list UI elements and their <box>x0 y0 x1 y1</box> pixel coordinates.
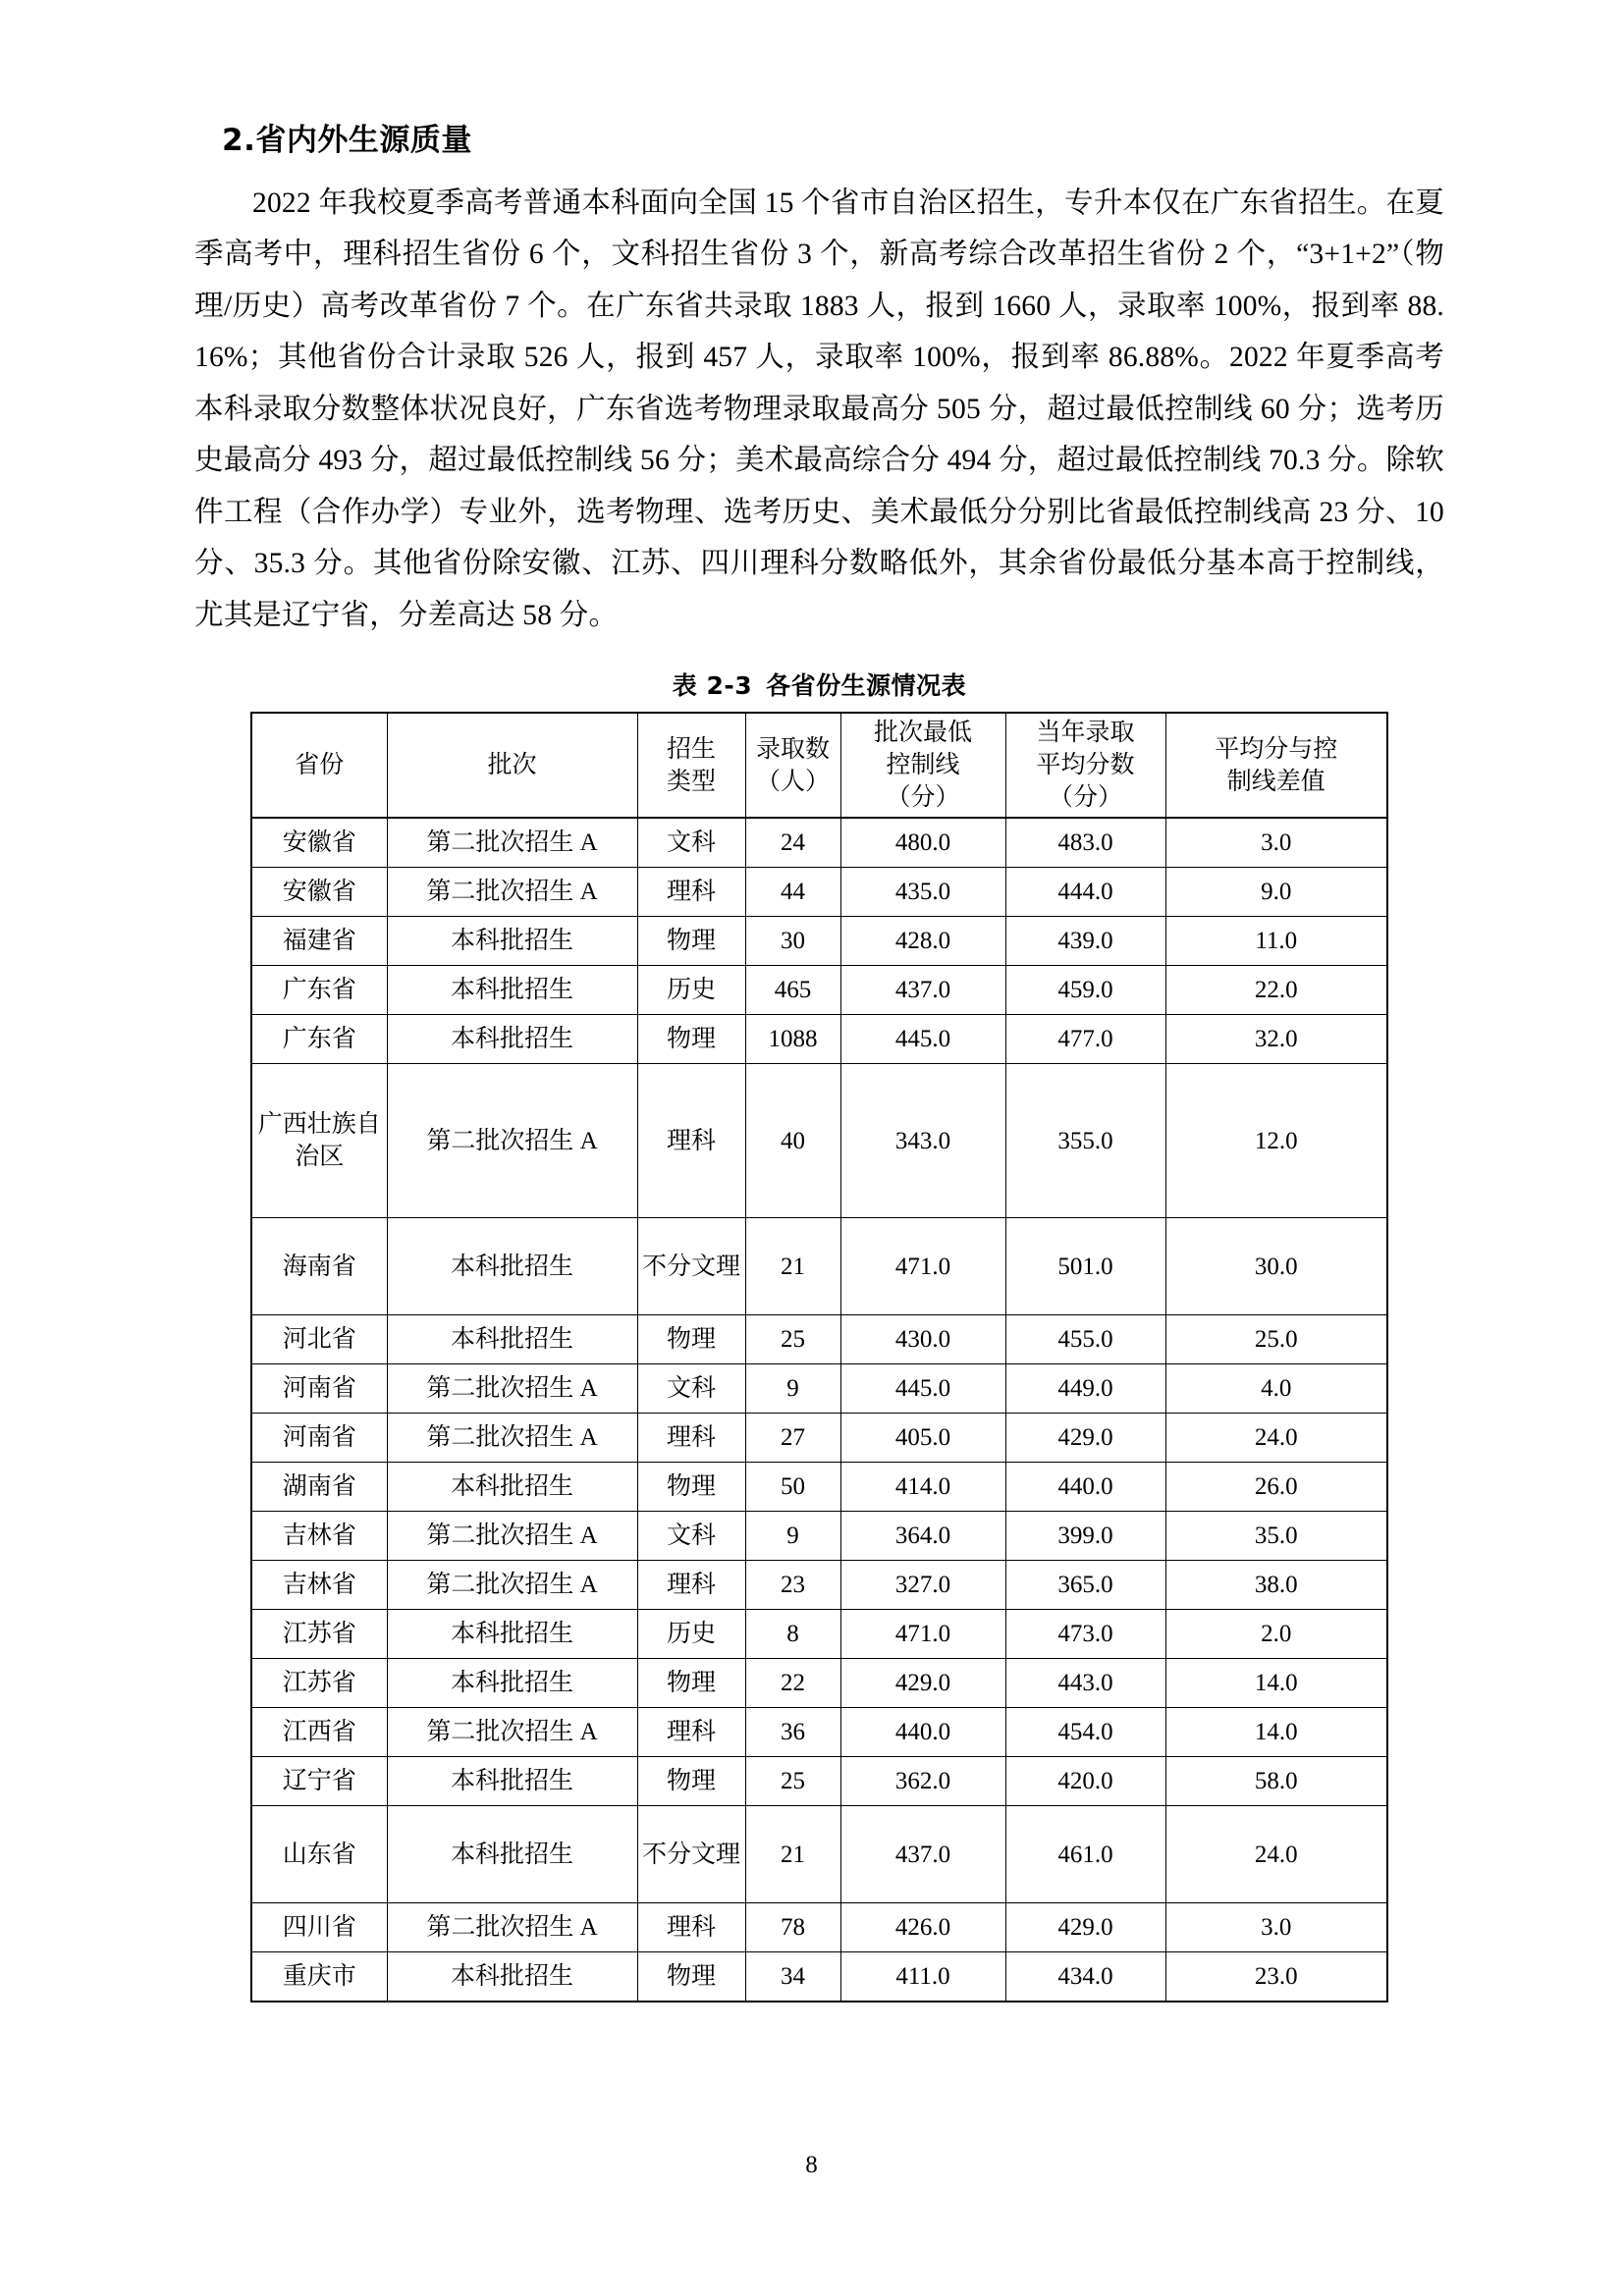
table-body <box>251 818 1387 2002</box>
cell-type: 不分文理 <box>637 1806 745 1903</box>
cell-diff: 23.0 <box>1165 1952 1387 2002</box>
cell-diff: 32.0 <box>1165 1015 1387 1064</box>
cell-min-line: 445.0 <box>840 1015 1005 1064</box>
cell-avg-score: 365.0 <box>1005 1561 1165 1610</box>
cell-count: 24 <box>745 818 840 868</box>
cell-diff: 4.0 <box>1165 1364 1387 1414</box>
cell-count: 27 <box>745 1414 840 1463</box>
table-caption <box>194 667 1444 702</box>
cell-batch: 本科批招生 <box>387 1952 637 2002</box>
column-header-count <box>745 713 840 818</box>
cell-batch: 本科批招生 <box>387 1463 637 1512</box>
table-row <box>251 1659 1387 1708</box>
cell-count: 44 <box>745 868 840 917</box>
column-header-type <box>637 713 745 818</box>
cell-count: 25 <box>745 1315 840 1364</box>
cell-province: 河南省 <box>251 1414 387 1463</box>
page-content <box>194 118 1444 2002</box>
cell-min-line: 426.0 <box>840 1903 1005 1952</box>
cell-diff: 3.0 <box>1165 818 1387 868</box>
table-row <box>251 1561 1387 1610</box>
cell-batch: 本科批招生 <box>387 1015 637 1064</box>
cell-province: 河南省 <box>251 1364 387 1414</box>
table-row <box>251 1414 1387 1463</box>
cell-diff: 22.0 <box>1165 966 1387 1015</box>
cell-count: 30 <box>745 917 840 966</box>
cell-batch: 第二批次招生 A <box>387 1561 637 1610</box>
cell-batch: 本科批招生 <box>387 1659 637 1708</box>
cell-avg-score: 355.0 <box>1005 1064 1165 1218</box>
cell-type: 理科 <box>637 1903 745 1952</box>
column-header-batch <box>387 713 637 818</box>
cell-min-line: 445.0 <box>840 1364 1005 1414</box>
table-row <box>251 1708 1387 1757</box>
cell-min-line: 428.0 <box>840 917 1005 966</box>
cell-diff: 9.0 <box>1165 868 1387 917</box>
cell-count: 9 <box>745 1364 840 1414</box>
cell-min-line: 435.0 <box>840 868 1005 917</box>
cell-min-line: 480.0 <box>840 818 1005 868</box>
table-header-row <box>251 713 1387 818</box>
table-row <box>251 818 1387 868</box>
cell-type: 理科 <box>637 1414 745 1463</box>
cell-diff: 14.0 <box>1165 1708 1387 1757</box>
cell-diff: 24.0 <box>1165 1806 1387 1903</box>
section-heading: 2.省内外生源质量 <box>222 123 472 158</box>
table-caption-number: 表 2-3 <box>672 671 753 700</box>
cell-avg-score: 449.0 <box>1005 1364 1165 1414</box>
cell-count: 465 <box>745 966 840 1015</box>
cell-avg-score: 454.0 <box>1005 1708 1165 1757</box>
cell-count: 22 <box>745 1659 840 1708</box>
cell-province: 江苏省 <box>251 1610 387 1659</box>
cell-min-line: 440.0 <box>840 1708 1005 1757</box>
column-header-province-label: 省份 <box>295 752 345 778</box>
table-row <box>251 1015 1387 1064</box>
cell-min-line: 429.0 <box>840 1659 1005 1708</box>
cell-type: 物理 <box>637 1659 745 1708</box>
cell-count: 40 <box>745 1064 840 1218</box>
cell-diff: 58.0 <box>1165 1757 1387 1806</box>
cell-min-line: 364.0 <box>840 1512 1005 1561</box>
cell-type: 物理 <box>637 917 745 966</box>
table-row <box>251 1064 1387 1218</box>
cell-avg-score: 434.0 <box>1005 1952 1165 2002</box>
column-header-min-line-line3: （分） <box>886 784 960 811</box>
cell-min-line: 327.0 <box>840 1561 1005 1610</box>
cell-type: 理科 <box>637 1561 745 1610</box>
cell-avg-score: 429.0 <box>1005 1414 1165 1463</box>
cell-avg-score: 429.0 <box>1005 1903 1165 1952</box>
cell-avg-score: 444.0 <box>1005 868 1165 917</box>
cell-count: 34 <box>745 1952 840 2002</box>
column-header-avg-score-line2: 平均分数 <box>1036 752 1135 778</box>
cell-min-line: 414.0 <box>840 1463 1005 1512</box>
cell-avg-score: 440.0 <box>1005 1463 1165 1512</box>
cell-province: 山东省 <box>251 1806 387 1903</box>
cell-diff: 2.0 <box>1165 1610 1387 1659</box>
cell-province: 福建省 <box>251 917 387 966</box>
cell-avg-score: 459.0 <box>1005 966 1165 1015</box>
cell-type: 历史 <box>637 1610 745 1659</box>
column-header-province <box>251 713 387 818</box>
column-header-avg-score <box>1005 713 1165 818</box>
column-header-type-line2: 类型 <box>666 768 716 795</box>
column-header-min-line-line2: 控制线 <box>886 752 960 778</box>
cell-province: 重庆市 <box>251 1952 387 2002</box>
cell-type: 物理 <box>637 1463 745 1512</box>
cell-min-line: 471.0 <box>840 1218 1005 1315</box>
cell-type: 理科 <box>637 1708 745 1757</box>
cell-province: 湖南省 <box>251 1463 387 1512</box>
column-header-diff-line1: 平均分与控 <box>1215 735 1338 763</box>
cell-avg-score: 501.0 <box>1005 1218 1165 1315</box>
cell-batch: 本科批招生 <box>387 1757 637 1806</box>
cell-count: 25 <box>745 1757 840 1806</box>
cell-count: 9 <box>745 1512 840 1561</box>
cell-province: 广东省 <box>251 966 387 1015</box>
cell-batch: 本科批招生 <box>387 1315 637 1364</box>
cell-diff: 38.0 <box>1165 1561 1387 1610</box>
table-row <box>251 1315 1387 1364</box>
cell-batch: 第二批次招生 A <box>387 1364 637 1414</box>
table-row <box>251 1806 1387 1903</box>
cell-type: 历史 <box>637 966 745 1015</box>
cell-type: 理科 <box>637 868 745 917</box>
cell-batch: 第二批次招生 A <box>387 818 637 868</box>
cell-batch: 本科批招生 <box>387 966 637 1015</box>
cell-count: 21 <box>745 1218 840 1315</box>
cell-count: 8 <box>745 1610 840 1659</box>
cell-diff: 35.0 <box>1165 1512 1387 1561</box>
cell-province: 广西壮族自治区 <box>251 1064 387 1218</box>
cell-province: 安徽省 <box>251 868 387 917</box>
page-number: 8 <box>805 2152 818 2178</box>
table-row <box>251 1463 1387 1512</box>
cell-province: 四川省 <box>251 1903 387 1952</box>
cell-min-line: 437.0 <box>840 966 1005 1015</box>
cell-avg-score: 477.0 <box>1005 1015 1165 1064</box>
table-row <box>251 1218 1387 1315</box>
cell-diff: 3.0 <box>1165 1903 1387 1952</box>
cell-diff: 25.0 <box>1165 1315 1387 1364</box>
table-row <box>251 868 1387 917</box>
cell-type: 不分文理 <box>637 1218 745 1315</box>
table-row <box>251 966 1387 1015</box>
cell-type: 物理 <box>637 1315 745 1364</box>
column-header-count-line2: （人） <box>755 768 830 795</box>
cell-type: 物理 <box>637 1952 745 2002</box>
cell-count: 1088 <box>745 1015 840 1064</box>
cell-avg-score: 455.0 <box>1005 1315 1165 1364</box>
cell-province: 吉林省 <box>251 1561 387 1610</box>
cell-min-line: 430.0 <box>840 1315 1005 1364</box>
cell-batch: 第二批次招生 A <box>387 1903 637 1952</box>
column-header-batch-label: 批次 <box>487 752 537 778</box>
cell-count: 23 <box>745 1561 840 1610</box>
cell-batch: 第二批次招生 A <box>387 868 637 917</box>
cell-province: 海南省 <box>251 1218 387 1315</box>
cell-min-line: 405.0 <box>840 1414 1005 1463</box>
column-header-diff-line2: 制线差值 <box>1226 768 1325 795</box>
body-paragraph: 2022 年我校夏季高考普通本科面向全国 15 个省市自治区招生，专升本仅在广东省招生。在夏季高考中，理科招生省份 6 个，文科招生省份 3 个，新高考综合改革招生省份 2 个，“3+1+2”（物理/历史）高考改革省份 7 个。在广东省共录取 1883 人，报到 1660 人，录取率 100%，报到率 88.16%；其他省份合计录取 526 人，报到 457 人，录取率 100%，报到率 86.88%。2022 年夏季高考本科录取分数整体状况良好，广东省选考物理录取最高分 505 分，超过最低控制线 60 分；选考历史最高分 493 分，超过最低控制线 56 分；美术最高综合分 494 分，超过最低控制线 70.3 分。除软件工程（合作办学）专业外，选考物理、选考历史、美术最低分分别比省最低控制线高 23 分、10 分、35.3 分。其他省份除安徽、江苏、四川理科分数略低外，其余省份最低分基本高于控制线，尤其是辽宁省，分差高达 58 分。 <box>194 187 1444 631</box>
cell-count: 21 <box>745 1806 840 1903</box>
cell-diff: 11.0 <box>1165 917 1387 966</box>
table-row <box>251 1757 1387 1806</box>
cell-avg-score: 439.0 <box>1005 917 1165 966</box>
cell-province: 江西省 <box>251 1708 387 1757</box>
cell-diff: 30.0 <box>1165 1218 1387 1315</box>
cell-type: 文科 <box>637 818 745 868</box>
cell-province: 广东省 <box>251 1015 387 1064</box>
cell-province: 安徽省 <box>251 818 387 868</box>
table-row <box>251 1364 1387 1414</box>
table-row <box>251 1512 1387 1561</box>
cell-batch: 第二批次招生 A <box>387 1064 637 1218</box>
cell-count: 36 <box>745 1708 840 1757</box>
cell-diff: 12.0 <box>1165 1064 1387 1218</box>
cell-batch: 第二批次招生 A <box>387 1708 637 1757</box>
cell-diff: 14.0 <box>1165 1659 1387 1708</box>
cell-batch: 第二批次招生 A <box>387 1512 637 1561</box>
cell-min-line: 343.0 <box>840 1064 1005 1218</box>
cell-count: 78 <box>745 1903 840 1952</box>
column-header-min-line <box>840 713 1005 818</box>
cell-type: 文科 <box>637 1512 745 1561</box>
column-header-count-line1: 录取数 <box>755 735 830 763</box>
cell-diff: 24.0 <box>1165 1414 1387 1463</box>
table-row <box>251 1903 1387 1952</box>
cell-type: 理科 <box>637 1064 745 1218</box>
cell-batch: 本科批招生 <box>387 1218 637 1315</box>
column-header-diff <box>1165 713 1387 818</box>
cell-avg-score: 473.0 <box>1005 1610 1165 1659</box>
cell-province: 江苏省 <box>251 1659 387 1708</box>
cell-min-line: 411.0 <box>840 1952 1005 2002</box>
cell-type: 物理 <box>637 1757 745 1806</box>
cell-type: 物理 <box>637 1015 745 1064</box>
cell-province: 辽宁省 <box>251 1757 387 1806</box>
province-enrollment-table <box>250 712 1388 2002</box>
cell-province: 吉林省 <box>251 1512 387 1561</box>
cell-min-line: 362.0 <box>840 1757 1005 1806</box>
cell-avg-score: 399.0 <box>1005 1512 1165 1561</box>
column-header-min-line-line1: 批次最低 <box>873 720 972 746</box>
cell-count: 50 <box>745 1463 840 1512</box>
cell-min-line: 471.0 <box>840 1610 1005 1659</box>
column-header-type-line1: 招生 <box>666 735 716 763</box>
cell-type: 文科 <box>637 1364 745 1414</box>
cell-diff: 26.0 <box>1165 1463 1387 1512</box>
table-caption-title: 各省份生源情况表 <box>766 671 967 700</box>
cell-avg-score: 443.0 <box>1005 1659 1165 1708</box>
cell-avg-score: 461.0 <box>1005 1806 1165 1903</box>
table-row <box>251 1610 1387 1659</box>
cell-min-line: 437.0 <box>840 1806 1005 1903</box>
cell-avg-score: 483.0 <box>1005 818 1165 868</box>
cell-avg-score: 420.0 <box>1005 1757 1165 1806</box>
cell-batch: 第二批次招生 A <box>387 1414 637 1463</box>
table-row <box>251 1952 1387 2002</box>
cell-batch: 本科批招生 <box>387 1610 637 1659</box>
column-header-avg-score-line1: 当年录取 <box>1036 720 1135 746</box>
cell-province: 河北省 <box>251 1315 387 1364</box>
cell-batch: 本科批招生 <box>387 917 637 966</box>
table-header <box>251 713 1387 818</box>
table-row <box>251 917 1387 966</box>
column-header-avg-score-line3: （分） <box>1048 784 1122 811</box>
cell-batch: 本科批招生 <box>387 1806 637 1903</box>
